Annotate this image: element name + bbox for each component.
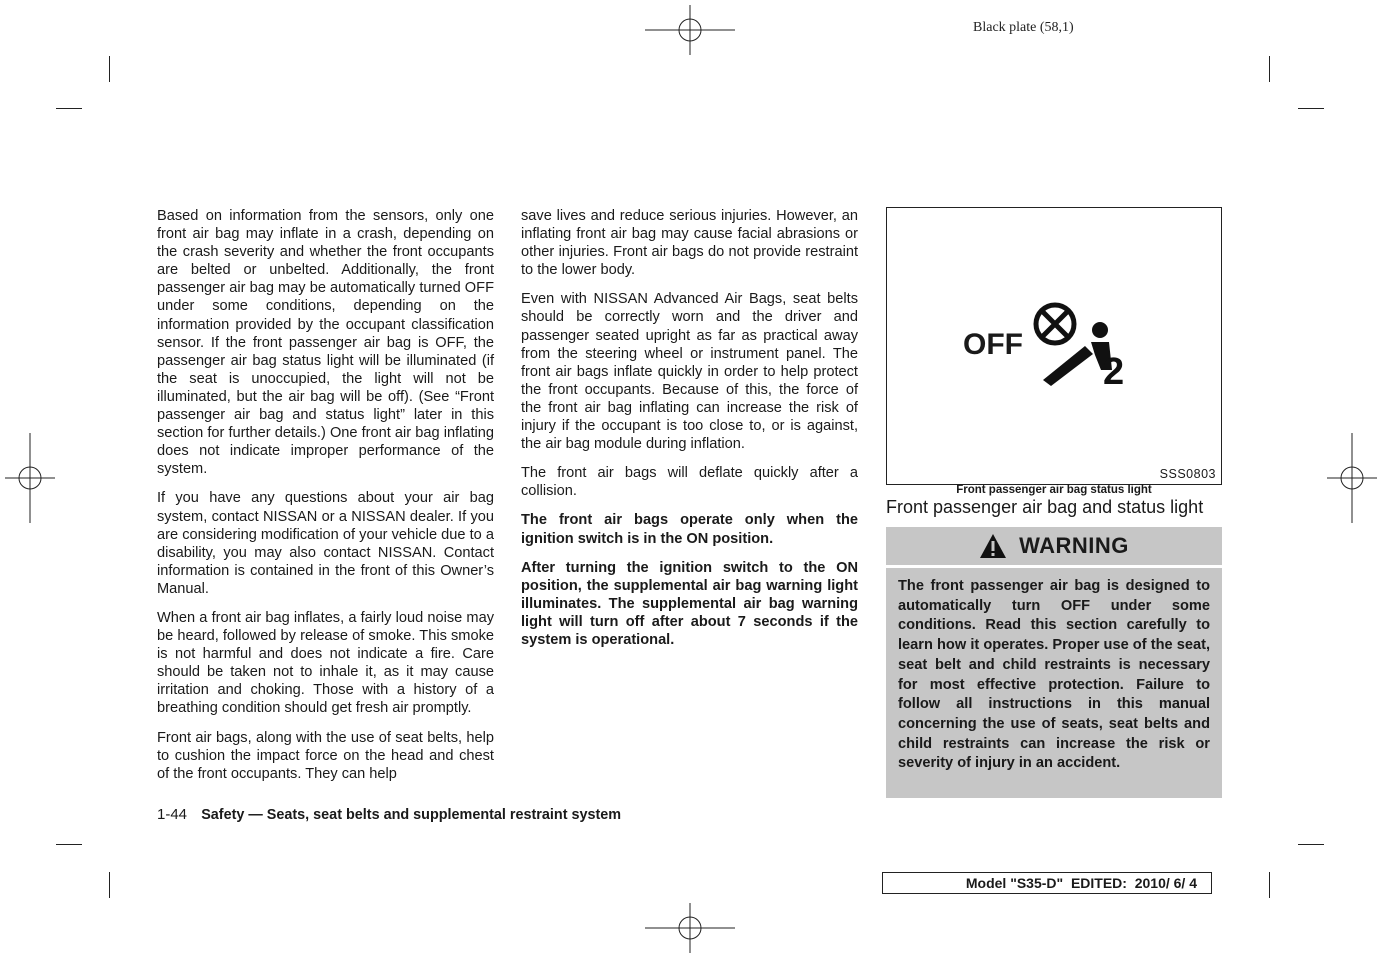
figure-caption: Front passenger air bag status light xyxy=(956,484,1152,496)
warning-triangle-icon xyxy=(979,533,1007,559)
page-footer xyxy=(157,806,621,823)
passenger-airbag-off-icon xyxy=(1033,300,1133,390)
svg-text:2: 2 xyxy=(1103,351,1125,390)
warning-header xyxy=(886,527,1222,565)
paragraph: When a front air bag inflates, a fairly loud noise may be heard, followed by release of smoke. This smoke is not harmful and does not indicate a fire. Care should be taken not to inhale it, as it may cause irritation and choking. Those with a history of a breathing condition should get fresh air promptly. xyxy=(157,609,494,717)
paragraph: Front air bags, along with the use of seat belts, help to cushion the impact force on the head and chest of the front occupants. They can help xyxy=(157,729,494,782)
paragraph: If you have any questions about your air bag system, contact NISSAN or a NISSAN dealer. If you are considering modification of your vehicle due to a disability, you may also contact NISSAN. Contact information is contained in the front of this Owner’s Manual. xyxy=(157,490,494,597)
bold-paragraph: The front air bags operate only when the ignition switch is in the ON position. xyxy=(521,512,858,547)
plate-label: Black plate (58,1) xyxy=(973,20,1074,35)
registration-mark-right xyxy=(1327,433,1377,523)
status-light-figure xyxy=(886,207,1222,485)
text-column-1 xyxy=(157,207,494,794)
paragraph: Even with NISSAN Advanced Air Bags, seat belts should be correctly worn and the driver and passenger seated upright as far as practical away from the steering wheel or instrument panel. The front air bags inflate quickly in order to help protect the front occupants. Because of this, the force of the front air bag inflating can increase the risk of injury if the occupant is too close to, or is against, the air bag module during inflation. xyxy=(521,291,858,453)
paragraph: Based on information from the sensors, only one front air bag may inflate in a crash, depending on the crash severity and whether the front occupants are belted or unbelted. Additionally, the front passenger air bag may be automatically turned OFF under some conditions, depending on the information provided by the occupant classification sensor. If the front passenger air bag is OFF, the passenger air bag status light will be illuminated (if the seat is unoccupied, the light will not be illuminated, but the air bag will be off). (See “Front passenger air bag and status light” later in this section for further details.) One front air bag inflating does not indicate improper performance of the system. xyxy=(157,208,494,478)
model-edit-stamp xyxy=(882,872,1212,894)
figure-code: SSS0803 xyxy=(1159,467,1216,481)
page-number: 1-44 xyxy=(157,806,188,823)
text-column-2 xyxy=(521,207,858,660)
model-text: Model "S35-D" EDITED: 2010/ 6/ 4 xyxy=(965,875,1197,891)
warning-text: The front passenger air bag is designed to automatically turn OFF under some conditions. Read this section carefully to learn how it operates. Proper use of the seat, seat belt and child restraints is necessary for most effective protection. Failure to follow all instructions in this manual concerning the use of seats, seat belts and child restraints can increase the risk or severity of injury in an accident. xyxy=(886,568,1222,798)
registration-mark-top xyxy=(645,5,735,55)
registration-mark-left xyxy=(5,433,55,523)
footer-section-title: Safety — Seats, seat belts and supplemental restraint system xyxy=(201,807,622,823)
registration-mark-bottom xyxy=(645,903,735,953)
bold-paragraph: After turning the ignition switch to the ON position, the supplemental air bag warning light illuminates. The supplemental air bag warning light will turn off after about 7 seconds if the system is operational. xyxy=(521,559,858,648)
section-title: Front passenger air bag and status light xyxy=(886,497,1204,517)
paragraph: The front air bags will deflate quickly after a collision. xyxy=(521,465,858,500)
off-indicator-text: OFF xyxy=(963,328,1023,361)
paragraph: save lives and reduce serious injuries. However, an inflating front air bag may cause facial abrasions or other injuries. Front air bags do not provide restraint to the lower body. xyxy=(521,208,858,279)
warning-title: WARNING xyxy=(1019,533,1129,558)
